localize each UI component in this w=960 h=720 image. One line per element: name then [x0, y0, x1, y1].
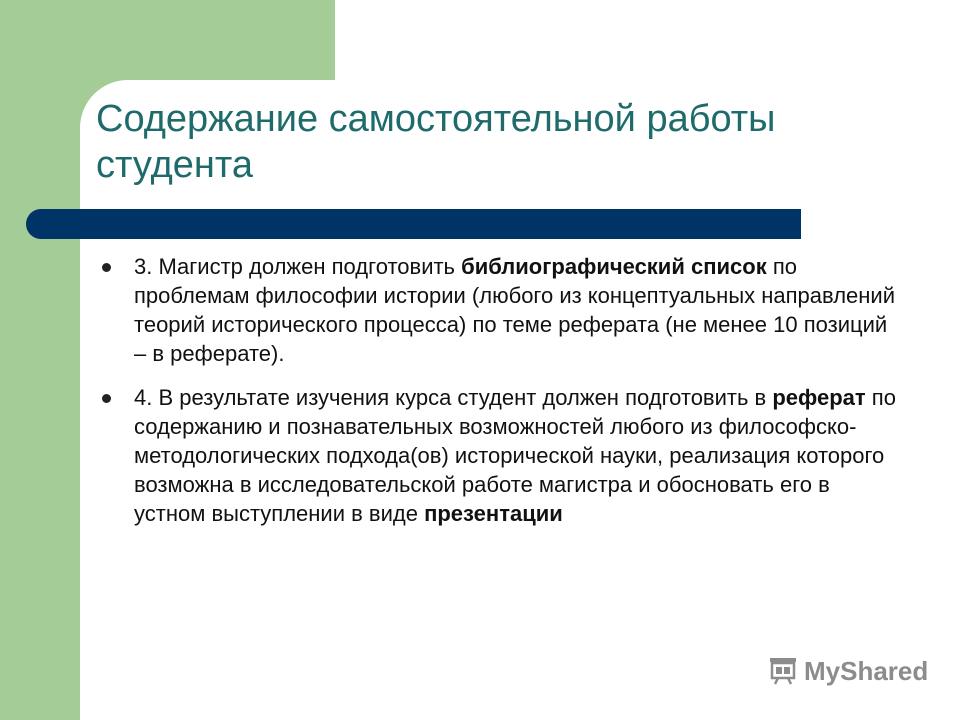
- bullet-item-4: [96, 383, 896, 528]
- bullet-dot: [102, 394, 111, 403]
- bullet-emphasis: библиографический список: [461, 254, 767, 279]
- bullet-text: по проблемам философии истории (любого из концептуальных направлений теорий исторического процесса) по теме реферата (не менее 10 позиций – в реферате).: [134, 254, 895, 366]
- watermark-text: MyShared: [804, 655, 929, 686]
- bullet-dot: [102, 263, 111, 272]
- myshared-watermark[interactable]: [768, 656, 928, 686]
- projector-screen-icon: [768, 656, 798, 686]
- slide-content: [96, 252, 896, 543]
- title-underline-bar: [26, 209, 801, 239]
- bullet-text: по содержанию и познавательных возможностей любого из философско-методологических подхода(ов) исторической науки, реализация которого возможна в исследовательской работе магистра и обосновать его в устном выступлении в виде: [134, 385, 896, 526]
- slide-title: Содержание самостоятельной работы студента: [96, 98, 776, 186]
- bullet-item-3: [96, 252, 896, 368]
- bullet-text: 3. Магистр должен подготовить: [134, 254, 462, 279]
- bullet-emphasis: презентации: [424, 501, 563, 526]
- bullet-emphasis: реферат: [772, 385, 866, 410]
- bullet-text: 4. В результате изучения курса студент должен подготовить в: [134, 385, 773, 410]
